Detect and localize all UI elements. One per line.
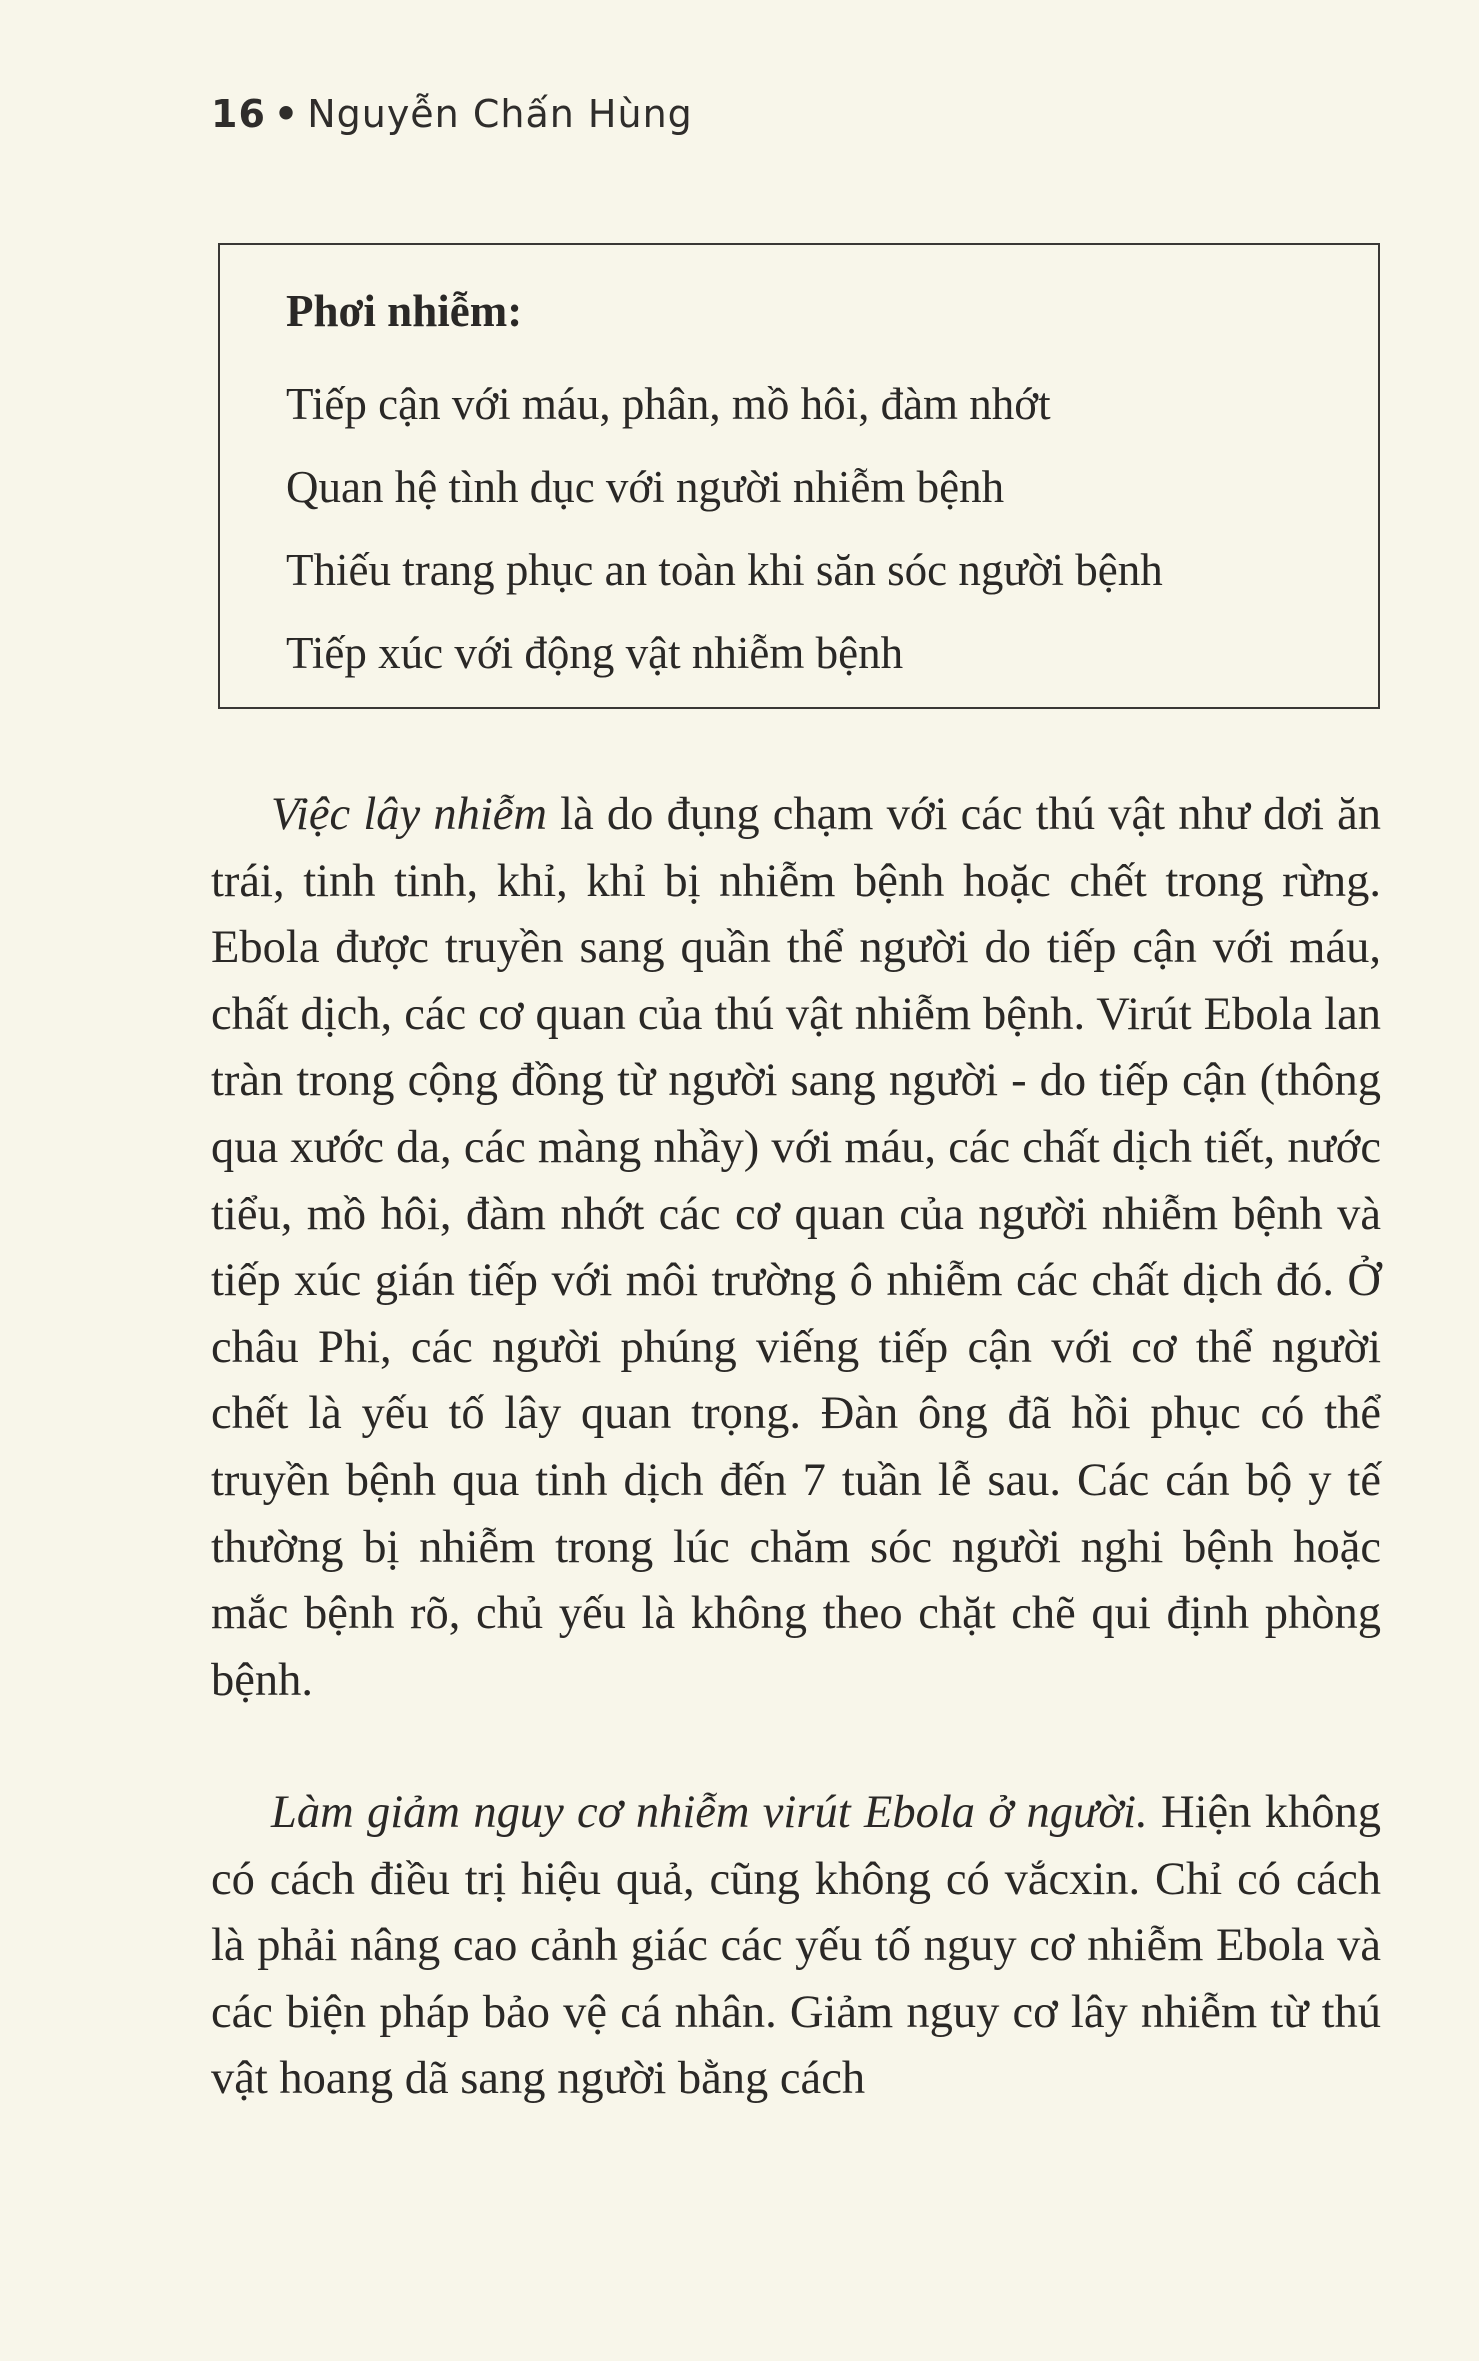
box-title: Phơi nhiễm:	[286, 286, 523, 336]
paragraph-body: Hiện không có cách điều trị hiệu quả, cũng không có vắcxin. Chỉ có cách là phải nâng cao cảnh giác các yếu tố nguy cơ nhiễm Ebola và các biện pháp bảo vệ cá nhân. Giảm nguy cơ lây nhiễm từ thú vật hoang dã sang người bằng cách	[211, 1787, 1381, 2105]
paragraph-lead: Việc lây nhiễm	[271, 789, 547, 840]
list-item: Tiếp xúc với động vật nhiễm bệnh	[286, 628, 904, 678]
paragraph-risk-reduction	[211, 1780, 1381, 2113]
list-item: Tiếp cận với máu, phân, mồ hôi, đàm nhớt	[286, 379, 1051, 429]
exposure-list	[286, 363, 1163, 695]
page-number: 16	[211, 92, 266, 136]
exposure-box	[218, 243, 1380, 709]
paragraph-lead: Làm giảm nguy cơ nhiễm virút Ebola ở người.	[271, 1787, 1148, 1838]
header-separator: •	[273, 92, 300, 136]
author-name: Nguyễn Chấn Hùng	[307, 92, 693, 136]
list-item: Quan hệ tình dục với người nhiễm bệnh	[286, 462, 1005, 512]
paragraph-body: là do đụng chạm với các thú vật như dơi ăn trái, tinh tinh, khỉ, khỉ bị nhiễm bệnh hoặc chết trong rừng. Ebola được truyền sang quần thể người do tiếp cận với máu, chất dịch, các cơ quan của thú vật nhiễm bệnh. Virút Ebola lan tràn trong cộng đồng từ người sang người - do tiếp cận (thông qua xước da, các màng nhầy) với máu, các chất dịch tiết, nước tiểu, mồ hôi, đàm nhớt các cơ quan của người nhiễm bệnh và tiếp xúc gián tiếp với môi trường ô nhiễm các chất dịch đó. Ở châu Phi, các người phúng viếng tiếp cận với cơ thể người chết là yếu tố lây quan trọng. Đàn ông đã hồi phục có thể truyền bệnh qua tinh dịch đến 7 tuần lễ sau. Các cán bộ y tế thường bị nhiễm trong lúc chăm sóc người nghi bệnh hoặc mắc bệnh rõ, chủ yếu là không theo chặt chẽ qui định phòng bệnh.	[211, 789, 1381, 1706]
running-header	[211, 92, 693, 136]
list-item: Thiếu trang phục an toàn khi săn sóc người bệnh	[286, 545, 1163, 595]
paragraph-transmission	[211, 782, 1381, 1714]
